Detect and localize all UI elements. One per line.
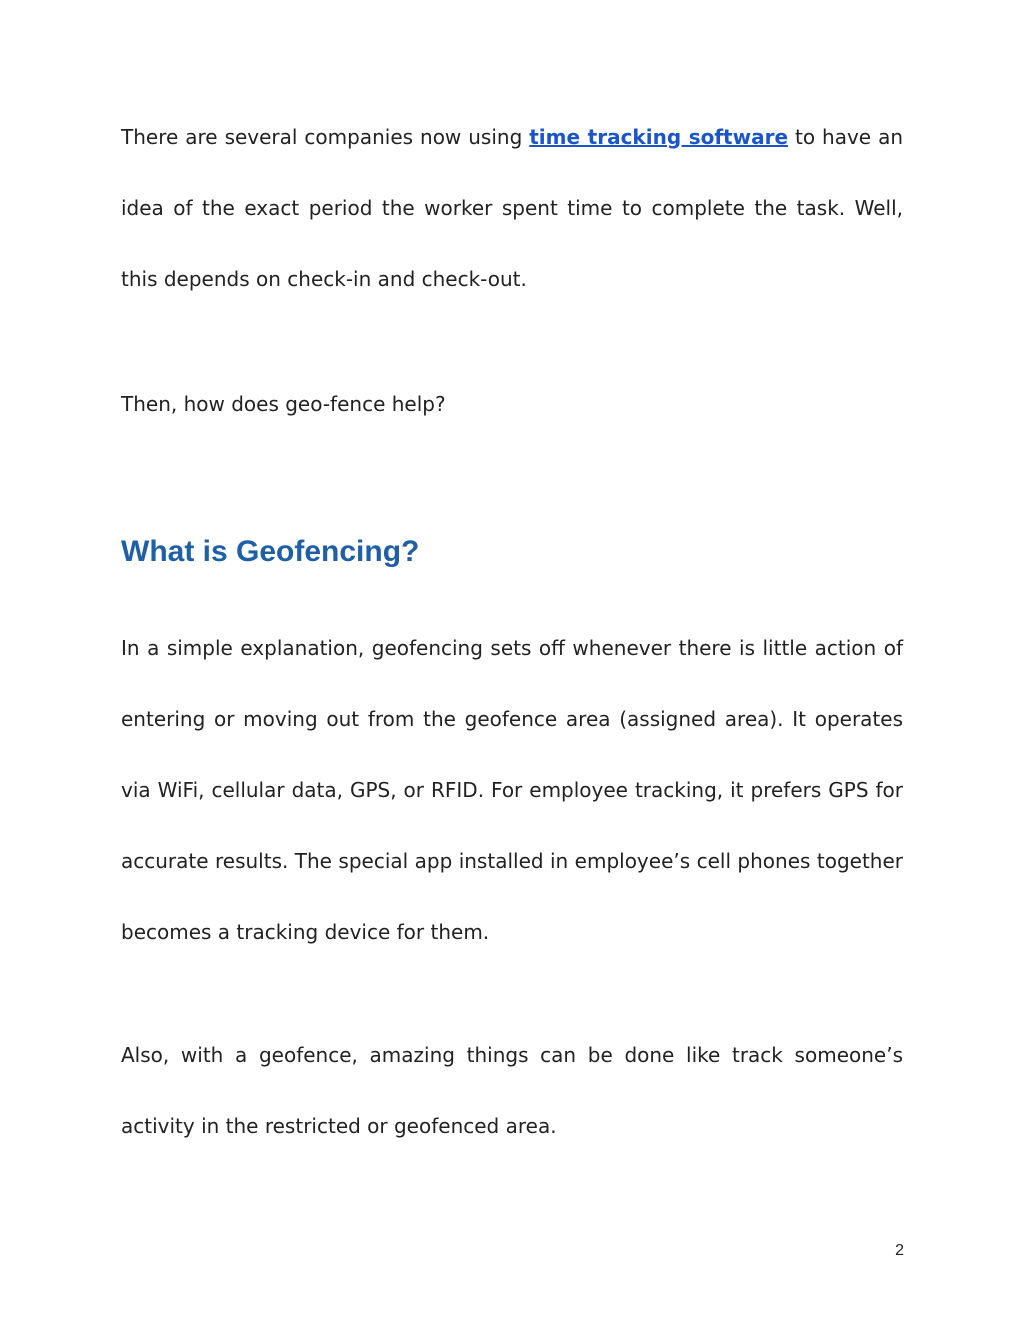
paragraph-1-text-after: to have an idea of the exact period the worker spent time to complete the task. Well, this depends on check-in and check-out. (121, 125, 903, 291)
paragraph-geo-fence-question: Then, how does geo-fence help? (121, 392, 446, 416)
paragraph-1-text-before: There are several companies now using (121, 125, 530, 149)
page-number: 2 (895, 1242, 904, 1259)
section-heading: What is Geofencing? (121, 535, 420, 568)
paragraph-time-tracking (121, 102, 903, 315)
time-tracking-software-link[interactable]: time tracking software (529, 125, 789, 149)
paragraph-geofence-activity: Also, with a geofence, amazing things can be done like track someone’s activity in the restricted or geofenced area. (121, 1043, 903, 1138)
paragraph-geofencing-explanation: In a simple explanation, geofencing sets off whenever there is little action of entering or moving out from the geofence area (assigned area). It operates via WiFi, cellular data, GPS, or RFID. For employee tracking, it prefers GPS for accurate results. The special app installed in employee’s cell phones together becomes a tracking device for them. (121, 636, 903, 944)
